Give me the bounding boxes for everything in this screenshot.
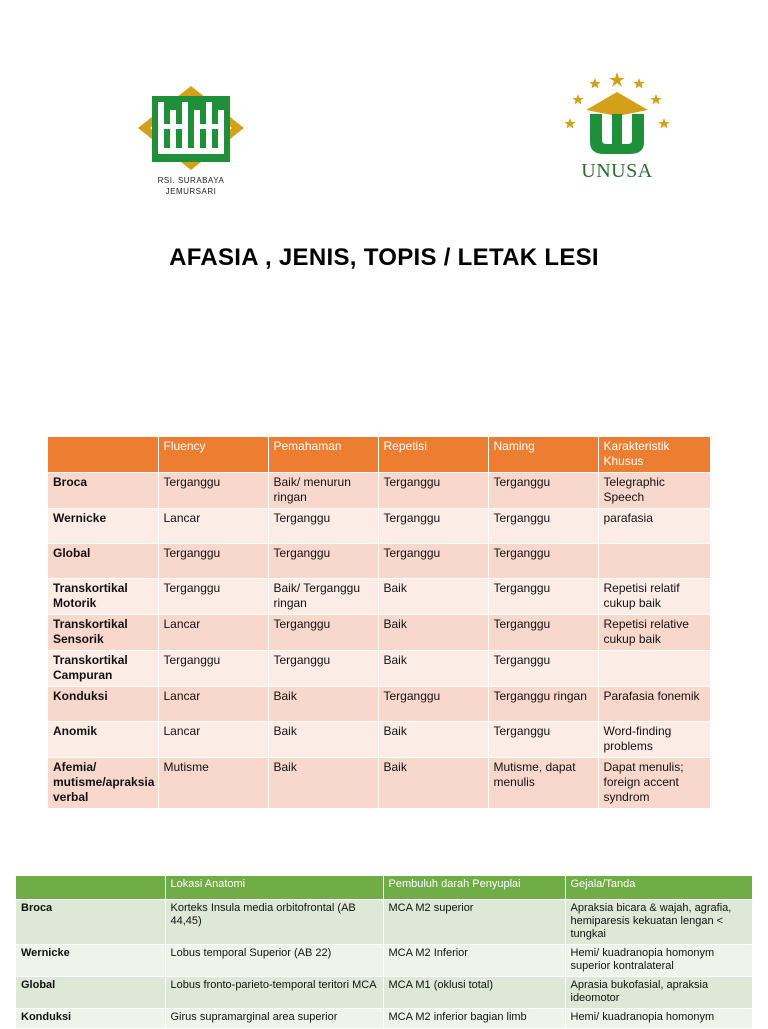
table-cell: Baik <box>268 722 378 758</box>
table-cell: Aprasia bukofasial, apraksia ideomotor <box>565 977 752 1009</box>
page-title: AFASIA , JENIS, TOPIS / LETAK LESI <box>169 244 599 271</box>
table-cell: Terganggu <box>158 579 268 615</box>
aphasia-type-table <box>48 437 711 809</box>
table-cell: Repetisi relative cukup baik <box>598 615 710 651</box>
unusa-emblem-icon <box>562 70 672 162</box>
table-cell: Baik <box>378 758 488 809</box>
table-cell <box>598 651 710 687</box>
unusa-caption: UNUSA <box>581 160 653 182</box>
table-cell: MCA M1 (oklusi total) <box>383 977 565 1009</box>
table-row <box>48 687 710 722</box>
table-cell: Baik <box>268 758 378 809</box>
table-cell: Terganggu ringan <box>488 687 598 722</box>
rsi-caption-line2: JEMURSARI <box>165 187 217 196</box>
table-cell <box>598 544 710 579</box>
table-row <box>48 651 710 687</box>
table-cell: Terganggu <box>488 579 598 615</box>
table-cell: MCA M2 Inferior <box>383 945 565 977</box>
table-cell: Apraksia bicara & wajah, agrafia, hemiparesis kekuatan lengan < tungkai <box>565 900 752 945</box>
table-cell: Baik <box>378 615 488 651</box>
row-label: Transkortikal Campuran <box>48 651 158 687</box>
table-cell: Terganggu <box>268 544 378 579</box>
row-label: Wernicke <box>48 509 158 544</box>
table-cell: Lobus fronto-parieto-temporal teritori MCA <box>165 977 383 1009</box>
header-cell <box>48 437 158 473</box>
table-cell: MCA M2 inferior bagian limb <box>383 1009 565 1029</box>
header-cell: Karakteristik Khusus <box>598 437 710 473</box>
row-label: Broca <box>48 473 158 509</box>
table-row <box>16 900 752 945</box>
table-row <box>16 1009 752 1029</box>
row-label: Global <box>16 977 165 1009</box>
table-cell: Terganggu <box>488 651 598 687</box>
table-row <box>48 579 710 615</box>
table-cell: Terganggu <box>268 615 378 651</box>
table-row <box>48 509 710 544</box>
table-cell: Lobus temporal Superior (AB 22) <box>165 945 383 977</box>
table-cell: Terganggu <box>158 651 268 687</box>
rsi-emblem-icon <box>132 84 250 176</box>
row-label: Anomik <box>48 722 158 758</box>
table-cell: Terganggu <box>488 544 598 579</box>
table-cell: Lancar <box>158 687 268 722</box>
table-cell: Word-finding problems <box>598 722 710 758</box>
table-cell: Hemi/ kuadranopia homonym <box>565 1009 752 1029</box>
table-cell: Parafasia fonemik <box>598 687 710 722</box>
table-row <box>48 615 710 651</box>
table-row <box>48 722 710 758</box>
table-cell: Baik/ menurun ringan <box>268 473 378 509</box>
table-cell: Baik <box>268 687 378 722</box>
table-row <box>48 473 710 509</box>
row-label: Broca <box>16 900 165 945</box>
table-header-row <box>48 437 710 473</box>
rsi-caption-line1: RSI. SURABAYA <box>157 176 225 185</box>
table-cell: Baik <box>378 579 488 615</box>
unusa-logo <box>562 70 672 188</box>
header-cell: Naming <box>488 437 598 473</box>
table-cell: Terganggu <box>378 473 488 509</box>
table-cell: Terganggu <box>488 473 598 509</box>
table-cell: Terganggu <box>378 509 488 544</box>
header-cell: Gejala/Tanda <box>565 876 752 900</box>
table-cell: parafasia <box>598 509 710 544</box>
table-cell: Girus supramarginal area superior <box>165 1009 383 1029</box>
row-label: Transkortikal Sensorik <box>48 615 158 651</box>
table-cell: Terganggu <box>268 651 378 687</box>
table-cell: Lancar <box>158 722 268 758</box>
header-cell <box>16 876 165 900</box>
table-cell: Terganggu <box>268 509 378 544</box>
table-cell: Baik <box>378 722 488 758</box>
table-row <box>48 544 710 579</box>
rsi-logo <box>132 84 250 200</box>
table-cell: Telegraphic Speech <box>598 473 710 509</box>
header-cell: Pemahaman <box>268 437 378 473</box>
row-label: Konduksi <box>48 687 158 722</box>
header-cell: Pembuluh darah Penyuplai <box>383 876 565 900</box>
header-cell: Lokasi Anatomi <box>165 876 383 900</box>
table-cell: Repetisi relatif cukup baik <box>598 579 710 615</box>
table-cell: Baik/ Terganggu ringan <box>268 579 378 615</box>
lesion-location-table <box>16 876 753 1029</box>
table-cell: MCA M2 superior <box>383 900 565 945</box>
table-cell: Korteks Insula media orbitofrontal (AB 44,45) <box>165 900 383 945</box>
table-row <box>48 758 710 809</box>
table-cell: Lancar <box>158 615 268 651</box>
table-cell: Mutisme <box>158 758 268 809</box>
table-cell: Hemi/ kuadranopia homonym superior kontralateral <box>565 945 752 977</box>
row-label: Wernicke <box>16 945 165 977</box>
table-cell: Mutisme, dapat menulis <box>488 758 598 809</box>
table-header-row <box>16 876 752 900</box>
table-cell: Terganggu <box>158 473 268 509</box>
table-cell: Terganggu <box>488 615 598 651</box>
table-row <box>16 945 752 977</box>
header-cell: Fluency <box>158 437 268 473</box>
table-cell: Terganggu <box>488 509 598 544</box>
header-cell: Repetisi <box>378 437 488 473</box>
row-label: Afemia/ mutisme/apraksia verbal <box>48 758 158 809</box>
table-cell: Lancar <box>158 509 268 544</box>
table-cell: Terganggu <box>378 544 488 579</box>
table-row <box>16 977 752 1009</box>
row-label: Transkortikal Motorik <box>48 579 158 615</box>
table-cell: Dapat menulis; foreign accent syndrom <box>598 758 710 809</box>
table-cell: Terganggu <box>378 687 488 722</box>
row-label: Global <box>48 544 158 579</box>
table-cell: Baik <box>378 651 488 687</box>
table-cell: Terganggu <box>488 722 598 758</box>
table-cell: Terganggu <box>158 544 268 579</box>
row-label: Konduksi <box>16 1009 165 1029</box>
